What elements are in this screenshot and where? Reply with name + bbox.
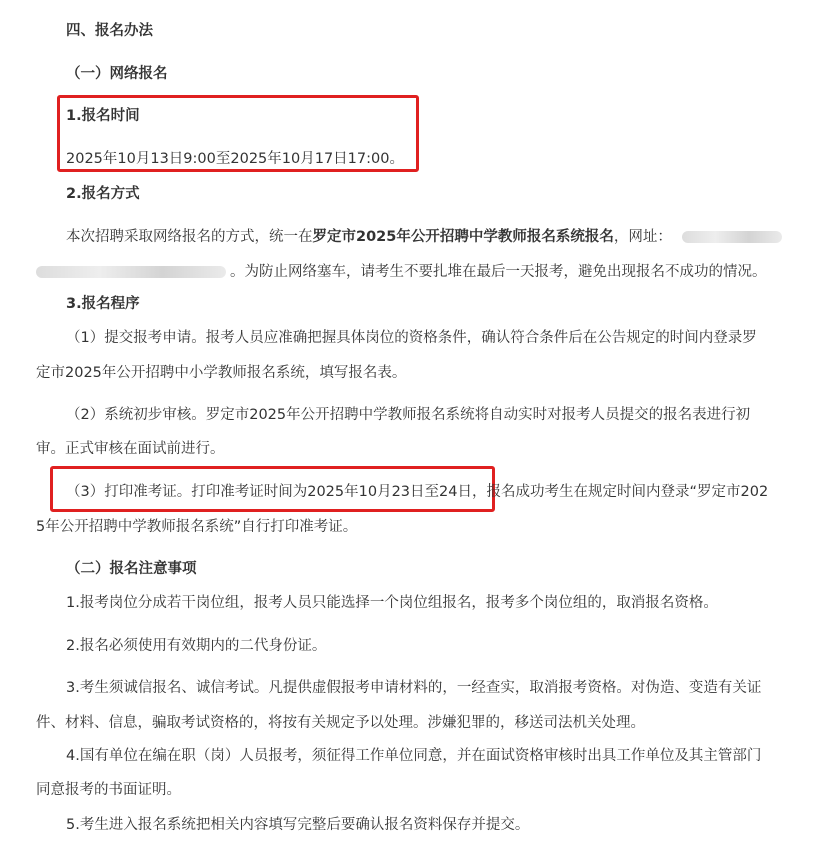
item3-title: 3.报名程序 bbox=[66, 296, 140, 312]
item2-paragraph-line1 bbox=[66, 227, 782, 247]
step3-line2: 5年公开招聘中学教师报名系统”自行打印准考证。 bbox=[36, 519, 358, 535]
item2-text-d: 。为防止网络塞车，请考生不要扎堆在最后一天报考，避免出现报名不成功的情况。 bbox=[230, 264, 767, 280]
note5: 5.考生进入报名系统把相关内容填写完整后要确认报名资料保存并提交。 bbox=[66, 817, 530, 833]
note3-line1: 3.考生须诚信报名、诚信考试。凡提供虚假报考申请材料的，一经查实，取消报考资格。对伪造、变造有关证 bbox=[66, 680, 762, 696]
note1: 1.报考岗位分成若干岗位组，报考人员只能选择一个岗位组报名，报考多个岗位组的，取消报名资格。 bbox=[66, 595, 718, 611]
item2-text-bold: 罗定市2025年公开招聘中学教师报名系统报名 bbox=[312, 229, 614, 245]
step2-line1: （2）系统初步审核。罗定市2025年公开招聘中学教师报名系统将自动实时对报考人员提交的报名表进行初 bbox=[66, 407, 751, 423]
sub2-title: （二）报名注意事项 bbox=[66, 561, 197, 577]
item1-title: 1.报名时间 bbox=[66, 108, 140, 124]
note4-line2: 同意报考的书面证明。 bbox=[36, 782, 181, 798]
note4-line1: 4.国有单位在编在职（岗）人员报考，须征得工作单位同意，并在面试资格审核时出具工作单位及其主管部门 bbox=[66, 748, 762, 764]
item2-text-a: 本次招聘采取网络报名的方式，统一在 bbox=[66, 229, 313, 245]
item1-text: 2025年10月13日9:00至2025年10月17日17:00。 bbox=[66, 151, 404, 167]
item2-text-c: ，网址： bbox=[613, 229, 672, 245]
note3-line2: 件、材料、信息，骗取考试资格的，将按有关规定予以处理。涉嫌犯罪的，移送司法机关处理。 bbox=[36, 715, 645, 731]
step1-line1: （1）提交报考申请。报考人员应准确把握具体岗位的资格条件，确认符合条件后在公告规定的时间内登录罗 bbox=[66, 330, 757, 346]
blurred-url-part1 bbox=[682, 231, 782, 243]
item2-title: 2.报名方式 bbox=[66, 186, 140, 202]
step2-line2: 审。正式审核在面试前进行。 bbox=[36, 441, 225, 457]
blurred-url-part2 bbox=[36, 266, 226, 278]
step3-line1 bbox=[66, 482, 768, 502]
item2-paragraph-line2 bbox=[36, 262, 767, 282]
note2: 2.报名必须使用有效期内的二代身份证。 bbox=[66, 638, 327, 654]
sub1-title: （一）网络报名 bbox=[66, 66, 168, 82]
step3-text-a: （3）打印准考证。打印准考证时间为2025年10月23日至24日， bbox=[66, 484, 487, 500]
sec4-title: 四、报名办法 bbox=[66, 23, 153, 39]
step1-line2: 定市2025年公开招聘中小学教师报名系统，填写报名表。 bbox=[36, 365, 407, 381]
step3-text-b: 报名成功考生在规定时间内登录“罗定市202 bbox=[486, 484, 769, 500]
